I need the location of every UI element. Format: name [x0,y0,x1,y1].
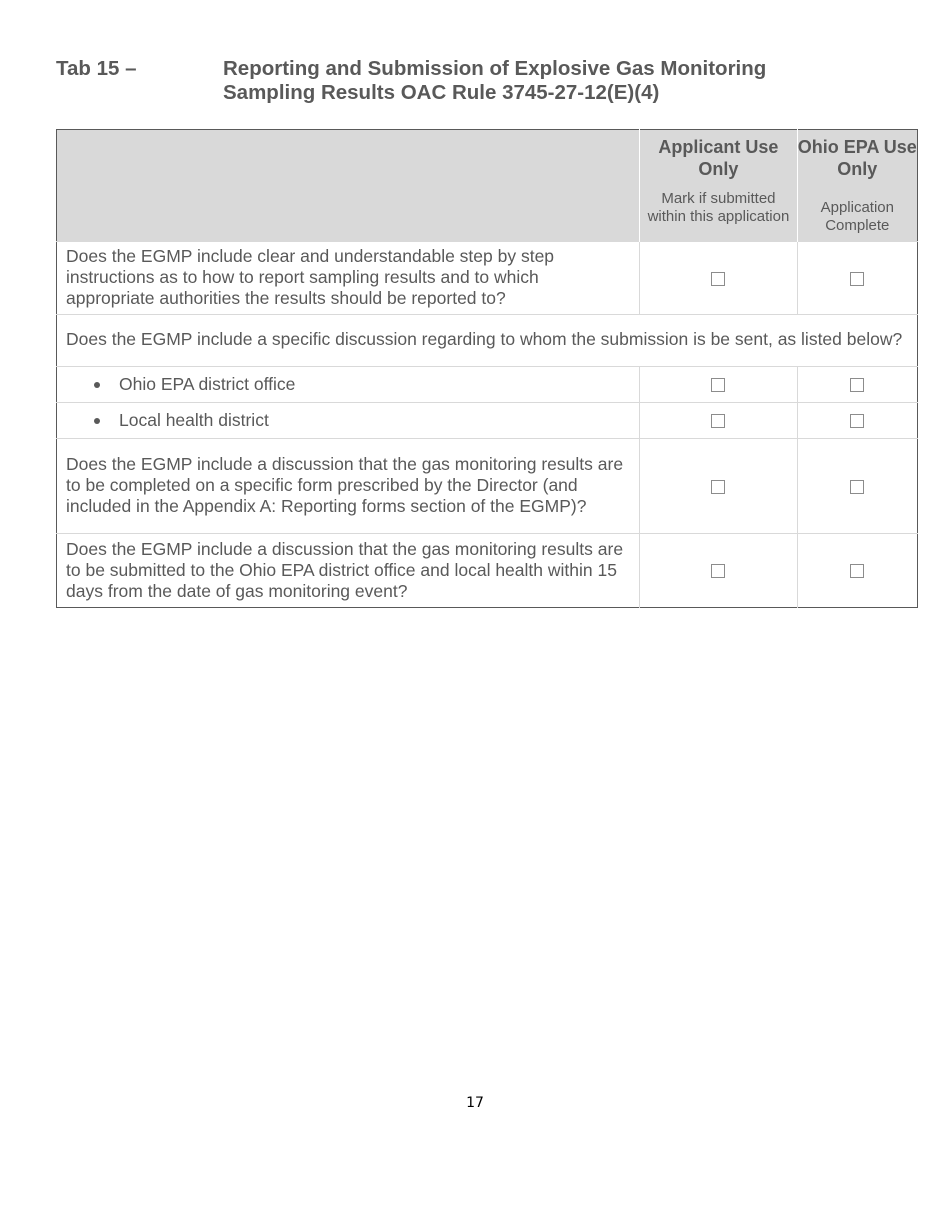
epa-column-header [797,130,917,242]
table-header-row [57,130,918,242]
epa-checkbox[interactable] [850,414,864,428]
table-row [57,534,918,608]
epa-checkbox[interactable] [850,480,864,494]
group-question-text: Does the EGMP include a specific discussion regarding to whom the submission is be sent, as listed below? [57,315,918,367]
applicant-check-cell [640,367,797,403]
epa-check-cell [797,403,917,439]
applicant-column-subtitle: Mark if submitted within this application [647,190,790,225]
question-text: Does the EGMP include a discussion that the gas monitoring results are to be submitted to the Ohio EPA district office and local health within 15 days from the date of gas monitoring event? [57,534,640,608]
table-row [57,242,918,315]
epa-column-subtitle: Application Complete [820,199,894,234]
epa-check-cell [797,534,917,608]
applicant-checkbox[interactable] [711,272,725,286]
header-blank-cell [57,130,640,242]
epa-checkbox[interactable] [850,378,864,392]
bullet-icon [94,418,100,424]
bullet-icon [94,382,100,388]
epa-checkbox[interactable] [850,564,864,578]
epa-check-cell [797,242,917,315]
table-row [57,367,918,403]
table-row [57,439,918,534]
applicant-check-cell [640,242,797,315]
checklist-table [56,129,918,608]
applicant-checkbox[interactable] [711,378,725,392]
tab-label: Tab 15 – [56,57,137,80]
applicant-column-title: Applicant Use Only [658,137,779,179]
applicant-check-cell [640,439,797,534]
section-title: Reporting and Submission of Explosive Gas Monitoring Sampling Results OAC Rule 3745-27-12(E)(4) [223,57,767,104]
page-number: 17 [466,1095,484,1111]
table-row [57,403,918,439]
applicant-checkbox[interactable] [711,564,725,578]
applicant-check-cell [640,403,797,439]
applicant-check-cell [640,534,797,608]
epa-column-title: Ohio EPA Use Only [797,137,917,179]
applicant-column-header [640,130,797,242]
epa-check-cell [797,367,917,403]
bullet-item [57,403,640,439]
bullet-item [57,367,640,403]
applicant-checkbox[interactable] [711,480,725,494]
bullet-text: Ohio EPA district office [119,374,296,394]
section-heading [56,57,916,105]
epa-check-cell [797,439,917,534]
epa-checkbox[interactable] [850,272,864,286]
bullet-text: Local health district [119,410,269,430]
question-text: Does the EGMP include a discussion that the gas monitoring results are to be completed on a specific form prescribed by the Director (and included in the Appendix A: Reporting forms section of the EGMP)? [57,439,640,534]
applicant-checkbox[interactable] [711,414,725,428]
table-row [57,315,918,367]
question-text: Does the EGMP include clear and understandable step by step instructions as to how to report sampling results and to which appropriate authorities the results should be reported to? [57,242,640,315]
